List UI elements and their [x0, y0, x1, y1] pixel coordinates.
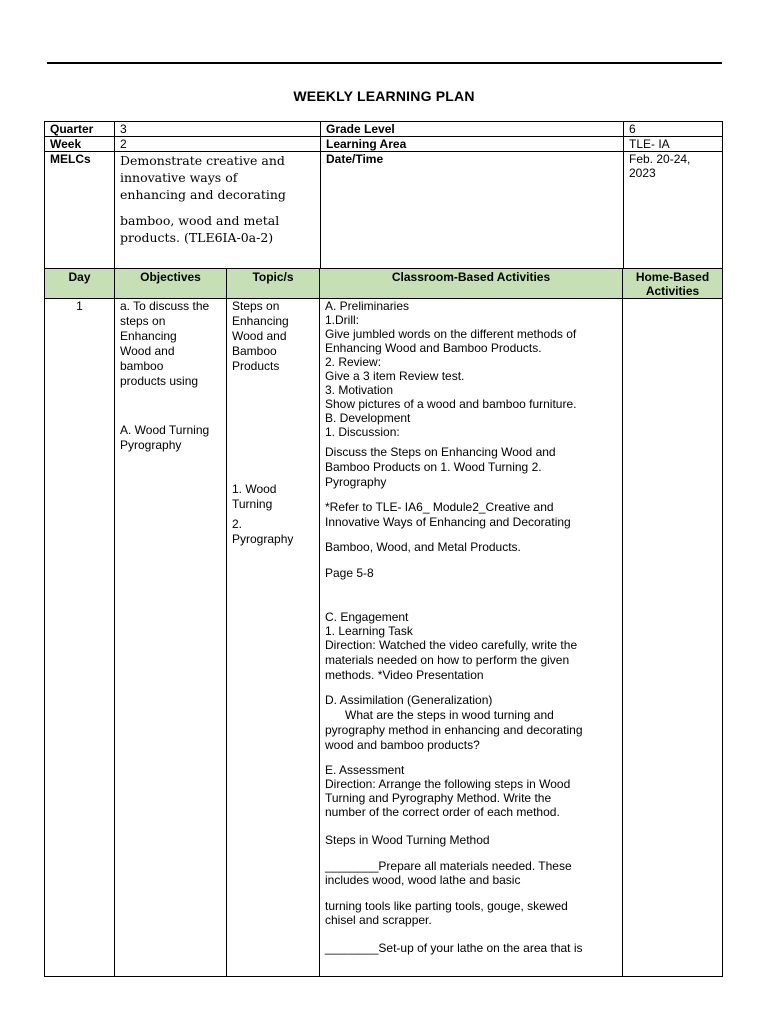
date-line: Feb. 20-24,	[629, 152, 691, 166]
activity-line: A. Preliminaries	[325, 299, 410, 313]
quarter-row	[45, 122, 723, 137]
activity-line: Direction: Arrange the following steps in Wood	[325, 777, 571, 791]
plan-row	[45, 299, 723, 977]
assimilation-block	[325, 693, 617, 753]
classroom-cell	[320, 299, 623, 977]
activity-line: wood and bamboo products?	[325, 738, 480, 752]
activity-line: Discuss the Steps on Enhancing Wood and	[325, 445, 556, 459]
activity-line: C. Engagement	[325, 610, 409, 624]
activity-line: Pyrography	[325, 475, 387, 489]
objective-item-line: A. Wood Turning	[120, 423, 210, 437]
week-row	[45, 137, 723, 152]
document-title: WEEKLY LEARNING PLAN	[293, 88, 475, 104]
melcs-row	[45, 152, 723, 269]
melcs-line: Demonstrate creative and	[120, 153, 285, 168]
activity-line: 1. Learning Task	[325, 624, 413, 638]
plan-table	[44, 268, 723, 977]
header-rule	[47, 62, 722, 64]
activity-line: Show pictures of a wood and bamboo furniture.	[325, 397, 577, 411]
activity-line: ________Prepare all materials needed. These	[325, 859, 572, 873]
info-table	[44, 121, 723, 269]
area-label: Learning Area	[321, 137, 624, 152]
plan-header-row	[45, 269, 723, 299]
quarter-label: Quarter	[45, 122, 115, 137]
activity-line: Enhancing Wood and Bamboo Products.	[325, 341, 542, 355]
activity-line: E. Assessment	[325, 763, 405, 777]
header-objectives: Objectives	[115, 269, 227, 299]
objective-line: steps on	[120, 314, 166, 328]
topic-line: Wood and	[232, 329, 287, 343]
grade-value: 6	[624, 122, 723, 137]
activity-line: materials needed on how to perform the given	[325, 653, 570, 667]
activity-line: methods. *Video Presentation	[325, 668, 484, 682]
activity-line: Page 5-8	[325, 566, 374, 580]
activity-line: chisel and scrapper.	[325, 913, 432, 927]
activity-line: D. Assimilation (Generalization)	[325, 693, 493, 707]
melcs-line: bamboo, wood and metal	[120, 213, 280, 228]
topic-line: Bamboo	[232, 344, 277, 358]
week-label: Week	[45, 137, 115, 152]
objective-line: Wood and	[120, 344, 175, 358]
preliminaries-block	[325, 299, 617, 439]
activity-line: Bamboo, Wood, and Metal Products.	[325, 540, 521, 554]
header-topics: Topic/s	[227, 269, 320, 299]
day-cell: 1	[45, 299, 115, 977]
activity-line: pyrography method in enhancing and decorating	[325, 723, 583, 737]
activity-line: Turning and Pyrography Method. Write the	[325, 791, 552, 805]
date-value	[624, 152, 723, 269]
activity-line: Direction: Watched the video carefully, write the	[325, 638, 578, 652]
melcs-label: MELCs	[45, 152, 115, 269]
objective-line: products using	[120, 374, 199, 388]
topic-line: Steps on	[232, 299, 280, 313]
melcs-text	[115, 152, 321, 269]
activity-line: Bamboo Products on 1. Wood Turning 2.	[325, 460, 542, 474]
topic-item-line: 1. Wood	[232, 482, 277, 496]
topic-line: Enhancing	[232, 314, 289, 328]
home-cell	[623, 299, 723, 977]
area-value: TLE- IA	[624, 137, 723, 152]
topic-item-line: 2.	[232, 517, 243, 531]
reference-block	[325, 500, 617, 530]
objective-item-line: Pyrography	[120, 438, 182, 452]
melcs-line: innovative ways of	[120, 170, 238, 185]
activity-line: Give a 3 item Review test.	[325, 369, 465, 383]
activity-line: includes wood, wood lathe and basic	[325, 873, 521, 887]
activity-line: 2. Review:	[325, 355, 382, 369]
objective-line: Enhancing	[120, 329, 177, 343]
topics-cell	[227, 299, 320, 977]
activity-line: 1. Discussion:	[325, 425, 400, 439]
activity-line: Innovative Ways of Enhancing and Decorating	[325, 515, 571, 529]
activity-line: 1.Drill:	[325, 313, 360, 327]
objective-line: bamboo	[120, 359, 164, 373]
activity-line: Steps in Wood Turning Method	[325, 833, 490, 847]
activity-line: turning tools like parting tools, gouge, skewed	[325, 899, 568, 913]
grade-label: Grade Level	[321, 122, 624, 137]
objective-line: a. To discuss the	[120, 299, 210, 313]
activity-line: Give jumbled words on the different methods of	[325, 327, 577, 341]
objectives-cell	[115, 299, 227, 977]
header-classroom: Classroom-Based Activities	[320, 269, 623, 299]
activity-line: 3. Motivation	[325, 383, 394, 397]
melcs-line: products. (TLE6IA-0a-2)	[120, 230, 274, 245]
activity-line: number of the correct order of each method.	[325, 805, 560, 819]
activity-line: What are the steps in wood turning and	[325, 708, 554, 722]
assessment-block	[325, 763, 617, 819]
engagement-block	[325, 610, 617, 683]
discussion-block	[325, 445, 617, 490]
week-value: 2	[115, 137, 321, 152]
header-home: Home-Based Activities	[623, 269, 723, 299]
topic-line: Products	[232, 359, 280, 373]
date-line: 2023	[629, 166, 656, 180]
topic-item-line: Pyrography	[232, 532, 294, 546]
activity-line: B. Development	[325, 411, 411, 425]
date-label: Date/Time	[321, 152, 624, 269]
activity-line: ________Set-up of your lathe on the area that is	[325, 941, 583, 955]
quarter-value: 3	[115, 122, 321, 137]
topic-item-line: Turning	[232, 497, 273, 511]
header-day: Day	[45, 269, 115, 299]
activity-line: *Refer to TLE- IA6_ Module2_Creative and	[325, 500, 554, 514]
melcs-line: enhancing and decorating	[120, 187, 286, 202]
